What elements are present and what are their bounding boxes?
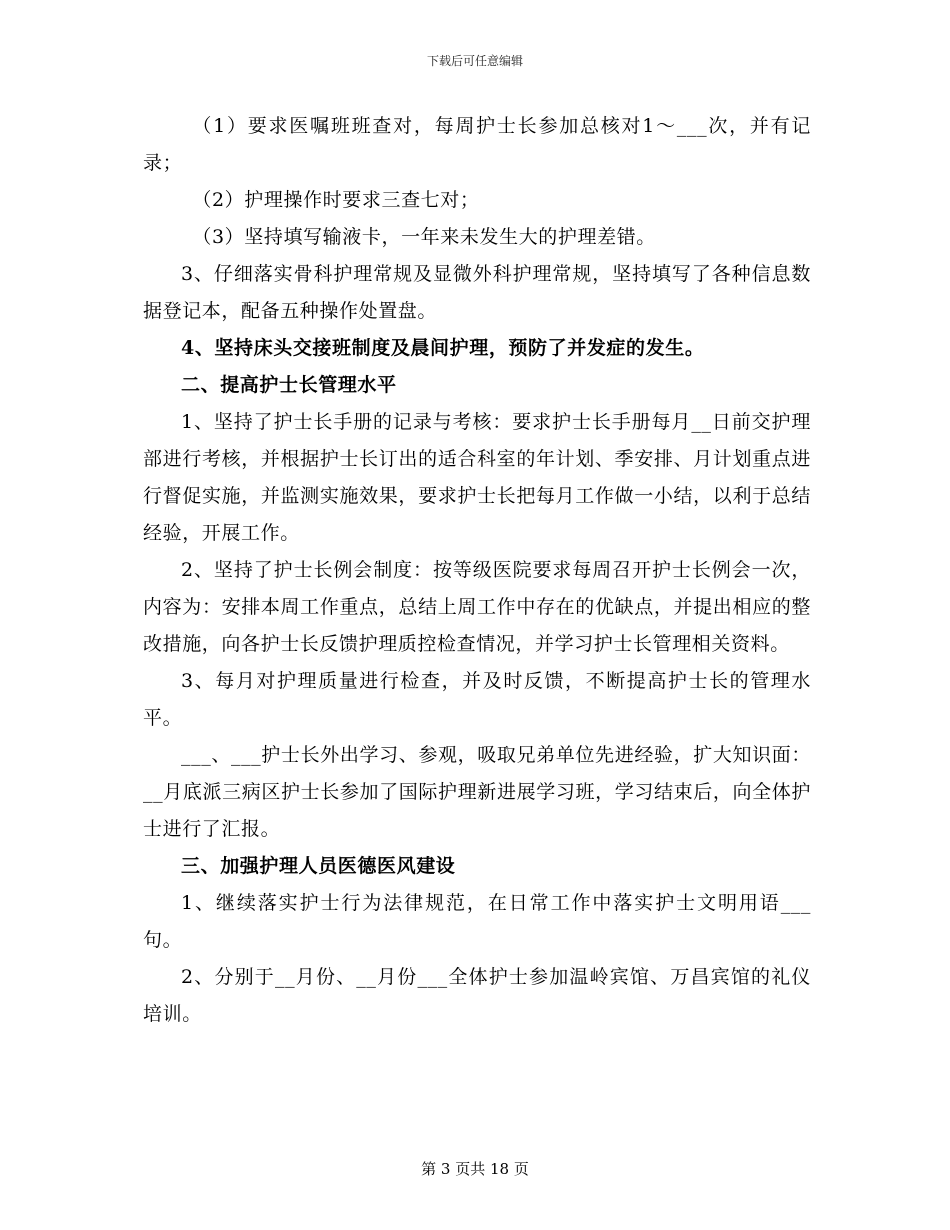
page-header: 下载后可任意编辑 [426, 54, 523, 68]
section-heading-management: 二、提高护士长管理水平 [181, 374, 397, 396]
paragraph-check-orders: （1）要求医嘱班班查对，每周护士长参加总核对1～___次，并有记录； [143, 115, 811, 174]
paragraph-infusion-card: （3）坚持填写输液卡，一年来未发生大的护理差错。 [192, 226, 656, 248]
paragraph-etiquette-training: 2、分别于__月份、__月份___全体护士参加温岭宾馆、万昌宾馆的礼仪培训。 [143, 966, 811, 1025]
paragraph-bedside-handover: 4、坚持床头交接班制度及晨间护理，预防了并发症的发生。 [181, 337, 705, 359]
document-body [143, 108, 811, 1033]
paragraph-weekly-meeting: 2、坚持了护士长例会制度：按等级医院要求每周召开护士长例会一次，内容为：安排本周工作重点，总结上周工作中存在的优缺点，并提出相应的整改措施，向各护士长反馈护理质控检查情况，并学习护士长管理相关资料。 [143, 559, 811, 655]
page-number-footer: 第 3 页共 18 页 [421, 1160, 529, 1178]
paragraph-orthopedic-routine: 3、仔细落实骨科护理常规及显微外科护理常规，坚持填写了各种信息数据登记本，配备五种操作处置盘。 [143, 263, 811, 322]
paragraph-monthly-inspection: 3、每月对护理质量进行检查，并及时反馈，不断提高护士长的管理水平。 [143, 670, 811, 729]
paragraph-external-study: ___、___护士长外出学习、参观，吸取兄弟单位先进经验，扩大知识面：__月底派三病区护士长参加了国际护理新进展学习班，学习结束后，向全体护士进行了汇报。 [143, 744, 811, 840]
section-heading-ethics: 三、加强护理人员医德医风建设 [181, 855, 456, 877]
paragraph-civil-language: 1、继续落实护士行为法律规范，在日常工作中落实护士文明用语___句。 [143, 892, 811, 951]
paragraph-three-checks: （2）护理操作时要求三查七对； [192, 189, 480, 211]
paragraph-head-nurse-manual: 1、坚持了护士长手册的记录与考核：要求护士长手册每月__日前交护理部进行考核，并根据护士长订出的适合科室的年计划、季安排、月计划重点进行督促实施，并监测实施效果，要求护士长把每月工作做一小结，以利于总结经验，开展工作。 [143, 411, 811, 544]
